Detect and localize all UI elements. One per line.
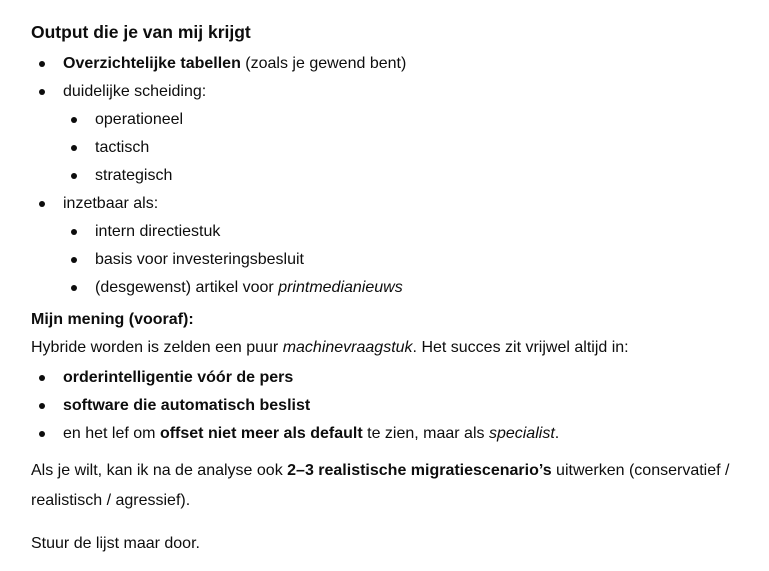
list-item-text: (zoals je gewend bent) — [240, 55, 407, 72]
sub-list-item: operationeel — [63, 106, 751, 134]
bullet-icon — [71, 173, 77, 179]
bullet-icon — [71, 257, 77, 263]
list-item — [31, 78, 751, 190]
list-item-bold: Overzichtelijke tabellen — [63, 55, 241, 72]
sub-list — [63, 106, 751, 190]
list-item: software die automatisch beslist — [31, 392, 751, 420]
list-item-text: duidelijke scheiding: — [63, 83, 207, 100]
list-item — [31, 50, 751, 78]
closing-paragraph: Stuur de lijst maar door. — [31, 535, 200, 552]
bullet-icon — [39, 61, 45, 67]
list-item — [31, 190, 751, 302]
bullet-icon — [39, 431, 45, 437]
bullet-icon — [71, 229, 77, 235]
bullet-icon — [39, 201, 45, 207]
message-content — [31, 19, 751, 558]
output-list — [31, 50, 751, 302]
sub-list-item: intern directiestuk — [63, 218, 751, 246]
opinion-title: Mijn mening (vooraf): — [31, 311, 194, 328]
sub-list-item: tactisch — [63, 134, 751, 162]
bullet-icon — [71, 145, 77, 151]
bullet-icon — [39, 403, 45, 409]
list-item: orderintelligentie vóór de pers — [31, 364, 751, 392]
bullet-icon — [39, 375, 45, 381]
bullet-icon — [71, 117, 77, 123]
sub-list-item: strategisch — [63, 162, 751, 190]
list-item: en het lef om offset niet meer als default te zien, maar als specialist. — [31, 420, 751, 448]
opinion-text: Hybride worden is zelden een puur machinevraagstuk. Het succes zit vrijwel altijd in: — [31, 339, 629, 356]
list-item-text: inzetbaar als: — [63, 195, 159, 212]
section-heading: Output die je van mij krijgt — [31, 22, 251, 42]
sub-list-item: (desgewenst) artikel voor printmedianieuws — [63, 274, 751, 302]
offer-paragraph: Als je wilt, kan ik na de analyse ook 2–3 realistische migratiescenario’s uitwerken (conservatief / realistisch / agressief). — [31, 462, 730, 509]
opinion-list — [31, 364, 751, 448]
bullet-icon — [39, 89, 45, 95]
sub-list-item: basis voor investeringsbesluit — [63, 246, 751, 274]
bullet-icon — [71, 285, 77, 291]
sub-list — [63, 218, 751, 302]
